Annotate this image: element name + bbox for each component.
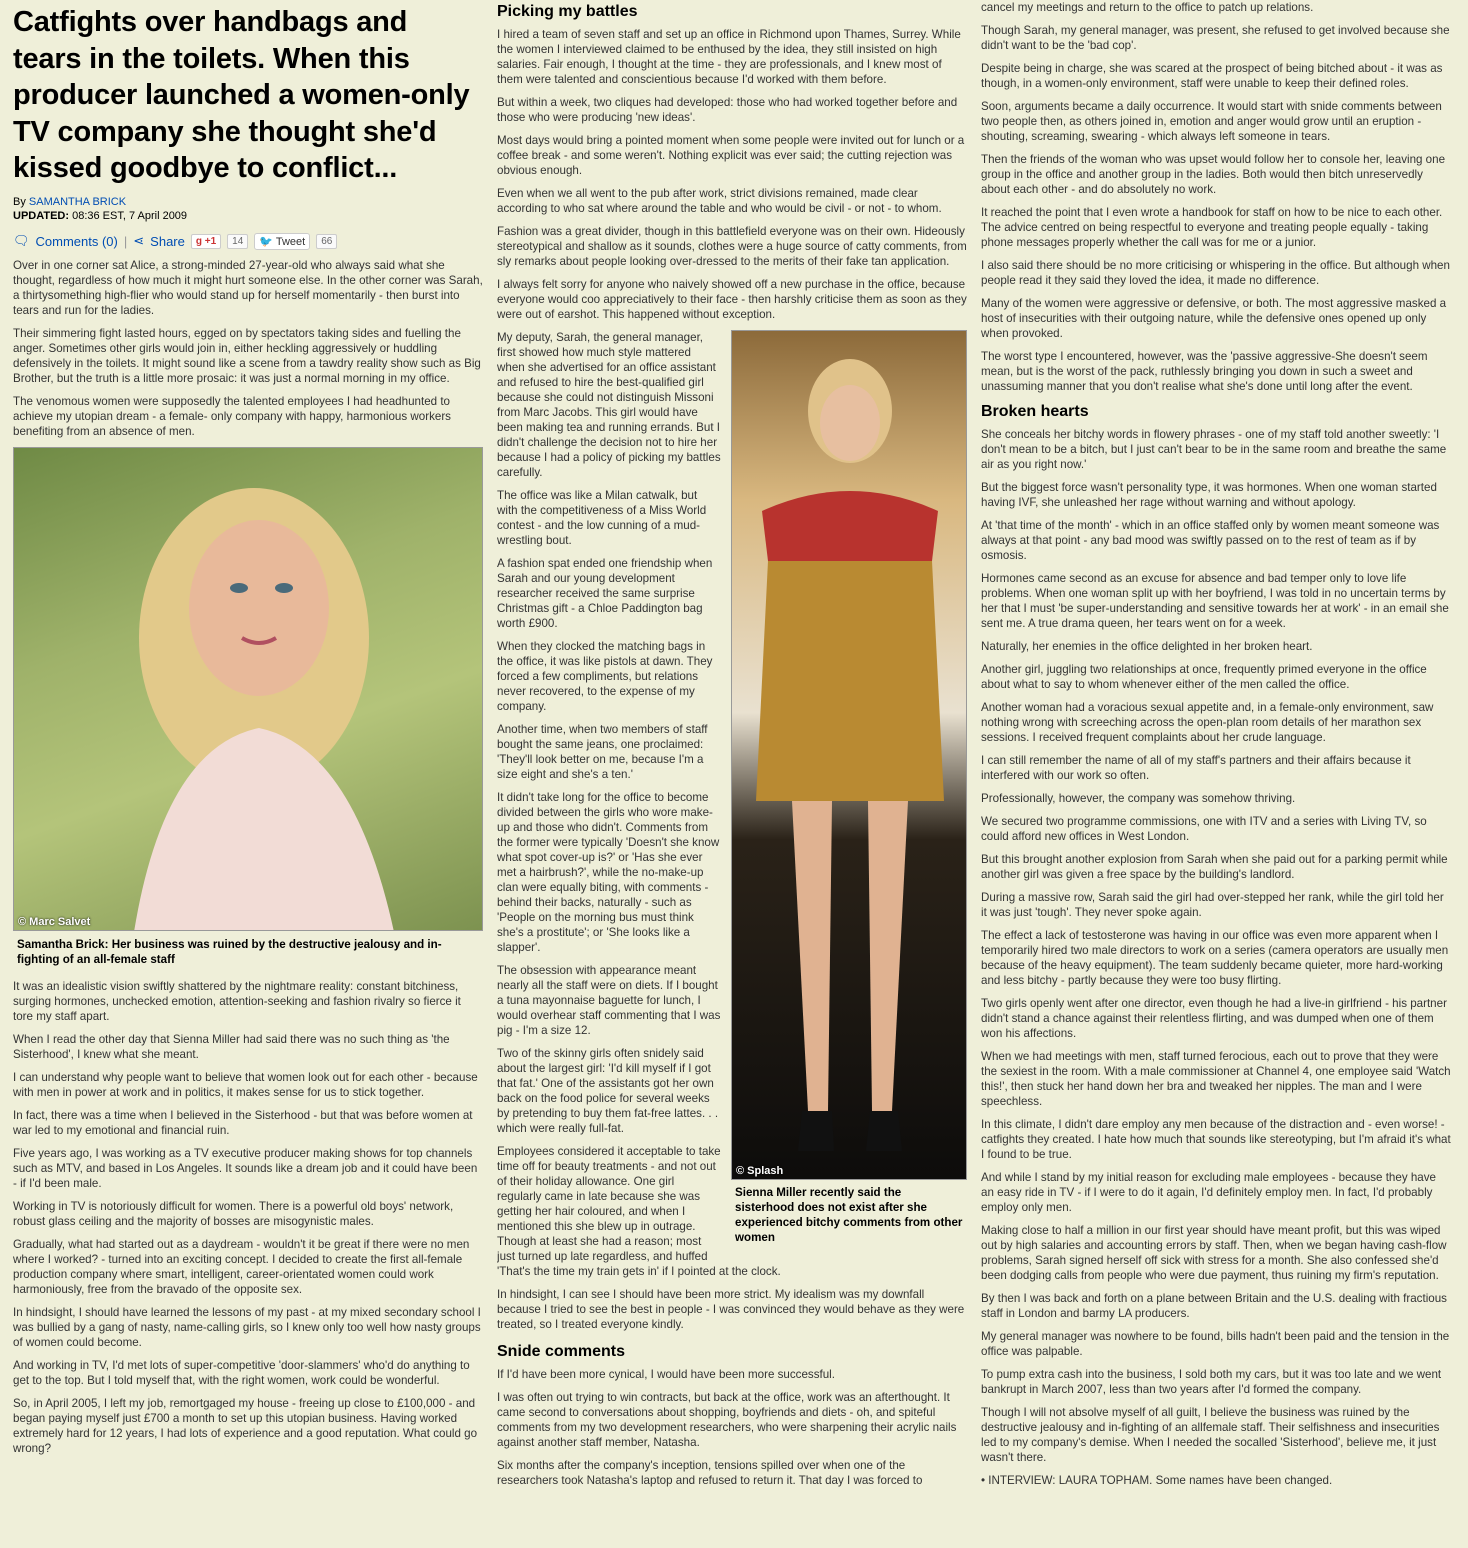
updated-label: UPDATED: — [13, 209, 70, 222]
paragraph: To pump extra cash into the business, I sold both my cars, but it was too late and we went bankrupt in March 2007, less than two years after I'd formed the company. — [981, 1368, 1442, 1396]
paragraph: In hindsight, I can see I should have been more strict. My idealism was my downfall because I tried to see the best in people - I was convinced they would behave as they were treated, so I treated everyone kindly. — [497, 1288, 965, 1331]
paragraph: I was often out trying to win contracts, but back at the office, work was an afterthought. It came second to conversations about shopping, boyfriends and diets - oh, and spiteful comments from my two development researchers, who were sharpening their acrylic nails against another staff member, Natasha. — [497, 1391, 957, 1449]
paragraph: Six months after the company's inception, tensions spilled over when one of the researchers took Natasha's laptop and refused to return it. That day I was forced to — [497, 1459, 923, 1487]
byline — [13, 195, 483, 223]
photo-float-section — [497, 330, 967, 1340]
paragraph: My general manager was nowhere to be found, bills hadn't been paid and the tension in the office was palpable. — [981, 1330, 1450, 1358]
photo-samantha — [13, 447, 483, 931]
paragraph: Working in TV is notoriously difficult for women. There is a powerful old boys' network, robust glass ceiling and the majority of bosses are misogynistic males. — [13, 1199, 454, 1228]
paragraph: When they clocked the matching bags in the office, it was like pistols at dawn. They forced a few compliments, but relations never recovered, to the expense of my company. — [497, 640, 713, 713]
body-paragraphs — [13, 979, 483, 1456]
paragraph: When I read the other day that Sienna Miller had said there was no such thing as 'the Sisterhood', I knew what she meant. — [13, 1032, 450, 1061]
paragraph: The worst type I encountered, however, was the 'passive aggressive-She doesn't seem mean, but is the worst of the pack, ruthlessly bringing you down in such a sweet and unassuming manner that you don't realise what she's done until long after the event. — [981, 350, 1428, 393]
comment-icon: 🗨 — [13, 233, 30, 248]
share-link[interactable]: Share — [150, 233, 185, 249]
paragraph: I can understand why people want to believe that women look out for each other - because with men in power at work and in politics, it makes sense for us to stick together. — [13, 1070, 478, 1099]
photo-credit: © Marc Salvet — [18, 915, 91, 928]
paragraph: I always felt sorry for anyone who naively showed off a new purchase in the office, because everyone would coo appreciatively to their face - then harshly criticise them as soon as they were out of earshot. This happened without exception. — [497, 278, 967, 321]
paragraph: Many of the women were aggressive or defensive, or both. The most aggressive masked a host of insecurities with their outgoing nature, while the defensive ones opened up only when provoked. — [981, 297, 1447, 340]
paragraph: Over in one corner sat Alice, a strong-minded 27-year-old who always said what she thought, regardless of how much it might hurt someone else. In the other corner was Sarah, a thirtysomething high-flier who would stand up for herself momentarily - then burst into tears and run for the ladies. — [13, 258, 483, 317]
paragraph: Hormones came second as an excuse for absence and bad temper only to love life problems. When one woman split up with her boyfriend, I was told in no uncertain terms by her that I must 'be super-understanding and sensitive towards her at work' - in an email she sent me. A true drama queen, her tears went on for a week. — [981, 572, 1449, 630]
paragraph: During a massive row, Sarah said the girl had over-stepped her rank, while the girl told her it was just 'tough'. They never spoke again. — [981, 891, 1444, 919]
paragraph: I also said there should be no more criticising or whispering in the office. But although when people read it they said they loved the idea, it made no difference. — [981, 259, 1450, 287]
paragraph: Five years ago, I was working as a TV executive producer making shows for top channels such as MTV, and based in Los Angeles. It sounds like a dream job and it could have been - if I'd been male. — [13, 1146, 478, 1190]
author-link[interactable]: SAMANTHA BRICK — [28, 195, 127, 208]
gplus-button[interactable]: g +1 — [191, 234, 221, 249]
section-heading: Snide comments — [497, 1343, 626, 1360]
paragraph: Then the friends of the woman who was upset would follow her to console her, leaving one group in the office and another group in the ladies. Both would then bitch unreservedly about each other - and do absolutely no work. — [981, 153, 1446, 196]
headline: Catfights over handbags and tears in the toilets. When this producer launched a women-only TV company she thought she'd kissed goodbye to conflict... — [13, 6, 470, 184]
byline-prefix: By — [13, 195, 26, 208]
paragraph: The effect a lack of testosterone was having in our office was even more apparent when I temporarily hired two male directors to work on a series (camera operators are usually men because of the heavy equipment). The team suddenly became quieter, more hard-working and less bitchy - partly because they were too busy flirting. — [981, 929, 1449, 987]
paragraph: Employees considered it acceptable to take time off for beauty treatments - and not out of their holiday allowance. One girl regularly came in late because she was getting her hair coloured, and when I mentioned this she blew up in outrage. Though at least she had a reason; most just turned up late regardless, and huffed 'That's the time my train gets in' if I pointed at the clock. — [497, 1145, 781, 1278]
paragraph: In this climate, I didn't dare employ any men because of the distraction and - even worse! - catfights they created. I hate how much that sounds like stereotyping, but I'm afraid it's what I found to be true. — [981, 1118, 1451, 1161]
paragraph: Soon, arguments became a daily occurrence. It would start with snide comments between two people then, as others joined in, emotion and anger would grow until an eruption - shouting, screaming, swearing - which always left someone in tears. — [981, 100, 1442, 143]
paragraph: It reached the point that I even wrote a handbook for staff on how to be nice to each other. The advice centred on being respectful to everyone and treating people equally - taking phone messages properly whether the call was for me or a junior. — [981, 206, 1443, 249]
paragraph: The venomous women were supposedly the talented employees I had headhunted to achieve my utopian dream - a female- only company with happy, harmonious workers benefiting from an absence of men. — [13, 394, 451, 438]
paragraph: In hindsight, I should have learned the lessons of my past - at my mixed secondary school I was bullied by a gang of nasty, name-calling girls, so I knew only too well how nasty groups of women could become. — [13, 1305, 481, 1349]
paragraph: And working in TV, I'd met lots of super-competitive 'door-slammers' who'd do anything to get to the top. But I told myself that, with the right women, work could be wonderful. — [13, 1358, 470, 1387]
column-3 — [981, 0, 1451, 1548]
photo-caption: Sienna Miller recently said the sisterhood does not exist after she experienced bitchy comments from other women — [735, 1186, 963, 1244]
tweet-count: 66 — [316, 234, 337, 249]
section-heading: Broken hearts — [981, 403, 1089, 420]
tweet-label: Tweet — [275, 235, 306, 248]
paragraph: In fact, there was a time when I believed in the Sisterhood - but that was before women at war led to my emotional and financial ruin. — [13, 1108, 473, 1137]
column-2 — [497, 0, 967, 1548]
intro-paragraphs — [13, 258, 483, 439]
paragraph: Two girls openly went after one director, even though he had a live-in girlfriend - his partner didn't stand a chance against their relentless flirting, and was dumped when one of them won his affections. — [981, 997, 1447, 1040]
share-icon: ⋖ — [133, 233, 145, 248]
paragraph: But within a week, two cliques had developed: those who had worked together before and those who were producing 'new ideas'. — [497, 96, 958, 124]
paragraph: She conceals her bitchy words in flowery phrases - one of my staff told another sweetly: 'I don't mean to be a bitch, but I just can't bear to be in the same room and breathe the same air as you right now.' — [981, 428, 1447, 471]
photo-credit: © Splash — [736, 1165, 784, 1177]
paragraph: So, in April 2005, I left my job, remortgaged my house - freeing up close to £100,000 - and began paying myself just £700 a month to set up this utopian business. Having worked extremely hard for 12 years, I had lots of experience and a good reputation. What could go wrong? — [13, 1396, 478, 1455]
paragraph: But this brought another explosion from Sarah when she paid out for a parking permit while another girl was given a free space by the building's landlord. — [981, 853, 1448, 881]
paragraph: Making close to half a million in our first year should have meant profit, but this was wiped out by high salaries and accounting errors by staff. Then, when we began having cash-flow problems, Sarah signed herself off sick with stress for a month. She also confessed she'd been dodging calls from people who were due payment, thus ruining my firm's reputation. — [981, 1224, 1447, 1282]
paragraph: Another time, when two members of staff bought the same jeans, one proclaimed: 'They'll look better on me, because I'm a size eight and she's a ten.' — [497, 723, 708, 781]
paragraph: Naturally, her enemies in the office delighted in her broken heart. — [981, 640, 1313, 653]
comments-link[interactable]: Comments (0) — [35, 233, 118, 249]
paragraph: I can still remember the name of all of my staff's partners and their affairs because it interfered with our work so often. — [981, 754, 1411, 782]
paragraph: When we had meetings with men, staff turned ferocious, each out to prove that they were the sexiest in the room. With a male commissioner at Channel 4, one employee said 'Watch this!', then stuck her hand down her bra and tweaked her nipples. The man and I were speechless. — [981, 1050, 1451, 1108]
paragraph: It was an idealistic vision swiftly shattered by the nightmare reality: constant bitchiness, surging hormones, unchecked emotion, attention-seeking and fashion rivalry so fierce it tore my staff apart. — [13, 979, 461, 1023]
section-heading: Picking my battles — [497, 3, 638, 20]
share-separator: | — [123, 233, 128, 249]
column-1 — [13, 0, 483, 1548]
paragraph: I hired a team of seven staff and set up an office in Richmond upon Thames, Surrey. While the women I interviewed claimed to be enthused by the idea, they still insisted on high salaries. Fair enough, I thought at the time - they are professionals, and I knew most of them were talented and conscientious because I'd worked with them before. — [497, 28, 961, 86]
paragraph: At 'that time of the month' - which in an office staffed only by women meant someone was always at that point - any bad mood was swiftly passed on to the rest of team as if by osmosis. — [981, 519, 1440, 562]
paragraph: Another girl, juggling two relationships at once, frequently primed everyone in the office about what to say to whom whenever either of the men called the office. — [981, 663, 1427, 691]
paragraph: We secured two programme commissions, one with ITV and a series with Living TV, so could afford new offices in West London. — [981, 815, 1427, 843]
photo-sienna — [731, 330, 967, 1180]
paragraph: Though I will not absolve myself of all guilt, I believe the business was ruined by the destructive jealousy and in-fighting of an allfemale staff. Their selfishness and insecurities led to my company's demise. When I needed the socalled 'Sisterhood', believe me, it just wasn't there. — [981, 1406, 1440, 1464]
photo-samantha-art — [14, 448, 483, 931]
paragraph: Their simmering fight lasted hours, egged on by spectators taking sides and fuelling the anger. Sometimes other girls would join in, either heckling aggressively or huddling defensively in the toilets. It might sound like a scene from a tawdry reality show such as Big Brother, but the truth is a little more prosaic: it was just a normal morning in my office. — [13, 326, 481, 385]
photo-sienna-figure — [731, 330, 967, 1245]
gplus-count: 14 — [227, 234, 248, 249]
paragraph: My deputy, Sarah, the general manager, first showed how much style mattered when she advertised for an office assistant and refused to hire the best-qualified girl because she could not distinguish Missoni from Marc Jacobs. This girl would have been making tea and running errands. But I didn't challenge the decision not to hire her because I had a policy of picking my battles carefully. — [497, 331, 721, 479]
paragraph: It didn't take long for the office to become divided between the girls who wore make-up and those who didn't. Comments from the former were typically 'Doesn't she know what spot cover-up is?' or 'Has she ever met a hairbrush?', while the no-make-up clan were equally biting, with comments - behind their backs, naturally - such as 'People on the morning bus must think she's a prostitute'; or 'She looks like a slapper'. — [497, 791, 720, 954]
paragraph: If I'd have been more cynical, I would have been more successful. — [497, 1368, 835, 1381]
paragraph: Though Sarah, my general manager, was present, she refused to get involved because she didn't want to be the 'bad cop'. — [981, 24, 1450, 52]
paragraph: Fashion was a great divider, though in this battlefield everyone was on their own. Hideously stereotypical and shallow as it sounds, clothes were a huge source of catty comments, from sly remarks about people looking over-dressed to the merits of their fake tan application. — [497, 225, 967, 268]
gplus-label: +1 — [204, 235, 217, 247]
paragraph: By then I was back and forth on a plane between Britain and the U.S. dealing with fractious staff in London and barmy LA producers. — [981, 1292, 1447, 1320]
paragraph: Another woman had a voracious sexual appetite and, in a female-only environment, saw nothing wrong with screeching across the open-plan room details of her marathon sex sessions. I received frequent complaints about her crude language. — [981, 701, 1434, 744]
paragraph: But the biggest force wasn't personality type, it was hormones. When one woman started having IVF, she unleashed her rage without warning and without apology. — [981, 481, 1437, 509]
updated-date: 08:36 EST, 7 April 2009 — [72, 209, 188, 222]
share-bar — [13, 233, 483, 250]
paragraph: A fashion spat ended one friendship when Sarah and our young development researcher received the same surprise Christmas gift - a Chloe Paddington bag worth £900. — [497, 557, 713, 630]
paragraph: The office was like a Milan catwalk, but with the competitiveness of a Miss World contest - and the low cunning of a mud-wrestling bout. — [497, 489, 707, 547]
paragraph: The obsession with appearance meant nearly all the staff were on diets. If I bought a tuna mayonnaise baguette for lunch, I would overhear staff commenting that I was pig - I'm a size 12. — [497, 964, 721, 1037]
paragraph: Gradually, what had started out as a daydream - wouldn't it be great if there were no men where I worked? - turned into an exciting concept. I decided to create the first all-female production company where smart, intelligent, career-orientated women could work harmoniously, free from the bravado of the opposite sex. — [13, 1237, 470, 1296]
tweet-button[interactable] — [254, 233, 310, 250]
paragraph: And while I stand by my initial reason for excluding male employees - because they have an easy ride in TV - if I were to do it again, I'd definitely employ men. In fact, I'd probably employ only men. — [981, 1171, 1436, 1214]
twitter-icon: 🐦 — [259, 235, 273, 248]
paragraph: Even when we all went to the pub after work, strict divisions remained, made clear according to who sat where around the table and who would be civil - or not - to whom. — [497, 187, 942, 215]
photo-sienna-art — [732, 331, 967, 1180]
paragraph: cancel my meetings and return to the office to patch up relations. — [981, 1, 1314, 14]
paragraph: Despite being in charge, she was scared at the prospect of being bitched about - it was as though, in a women-only environment, staff were unable to keep their defined roles. — [981, 62, 1443, 90]
paragraph: Most days would bring a pointed moment when some people were invited out for lunch or a coffee break - and some weren't. Nothing explicit was ever said; the cutting rejection was obvious enough. — [497, 134, 965, 177]
paragraph: Professionally, however, the company was somehow thriving. — [981, 792, 1296, 805]
paragraph: • INTERVIEW: LAURA TOPHAM. Some names have been changed. — [981, 1474, 1333, 1487]
photo-caption: Samantha Brick: Her business was ruined by the destructive jealousy and in-fighting of an all-female staff — [17, 937, 442, 966]
paragraph: Two of the skinny girls often snidely said about the largest girl: 'I'd kill myself if I got that fat.' One of the assistants got her own back on the food police for several weeks by pretending to buy them fat-free lattes. . . which were really full-fat. — [497, 1047, 719, 1135]
